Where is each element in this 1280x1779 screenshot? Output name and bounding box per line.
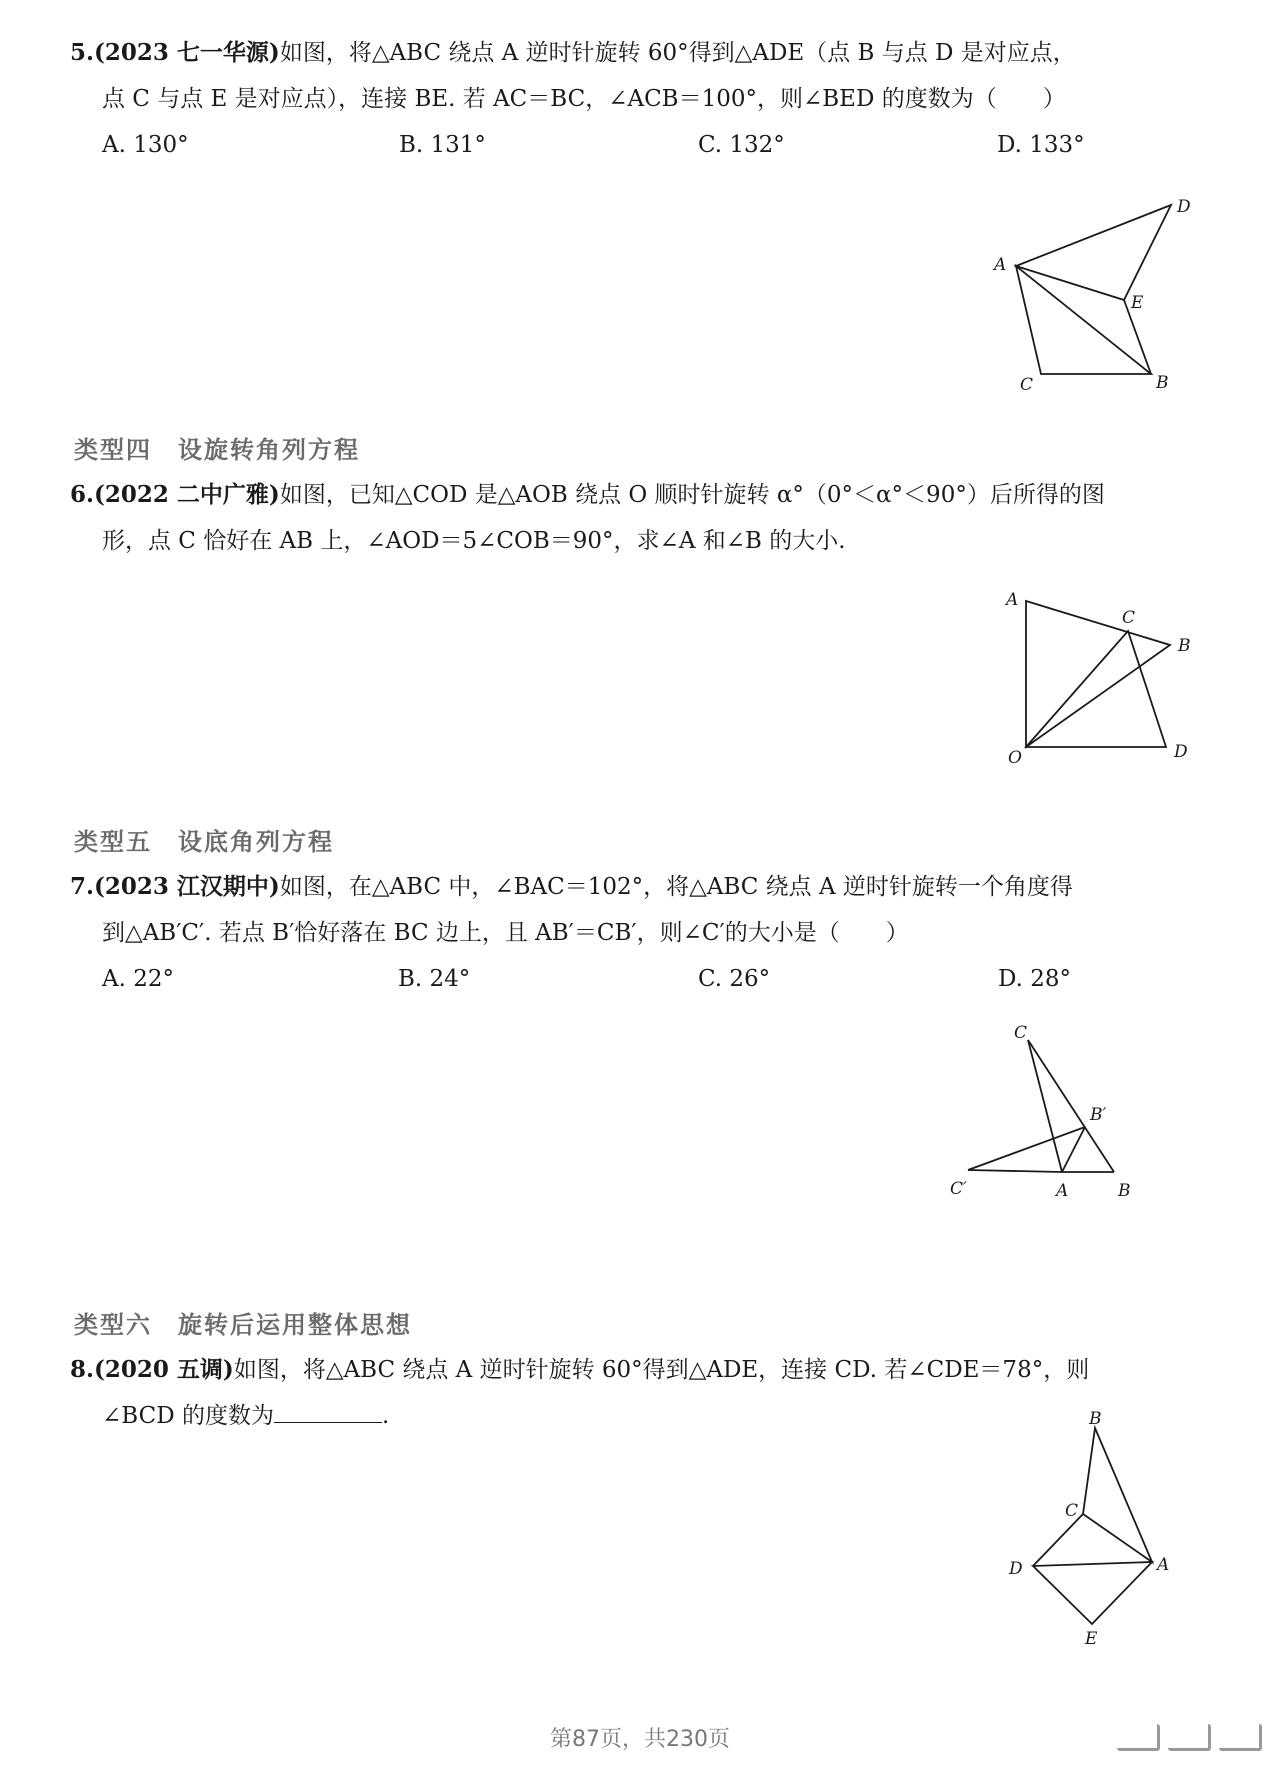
question-source: (2023 江汉期中)	[94, 873, 280, 900]
answer-blank[interactable]	[274, 1396, 382, 1423]
question-number: 8.	[70, 1356, 95, 1383]
question-6	[70, 472, 1220, 564]
question-number: 7.	[70, 873, 95, 900]
option-c[interactable]: C. 132°	[698, 132, 785, 158]
question-7-line-1	[70, 864, 1220, 910]
label-b: B	[1089, 1409, 1102, 1429]
question-6-line-2: 形，点 C 恰好在 AB 上，∠AOD＝5∠COB＝90°，求∠A 和∠B 的大小.	[102, 528, 846, 554]
question-source: (2022 二中广雅)	[94, 481, 280, 508]
question-7-options	[102, 966, 1202, 1006]
option-a[interactable]: A. 22°	[102, 966, 174, 992]
option-a[interactable]: A. 130°	[102, 132, 189, 158]
label-a: A	[1056, 1181, 1069, 1201]
question-5-options	[102, 132, 1202, 172]
label-a: A	[1006, 590, 1019, 610]
triangle-cod	[1026, 631, 1166, 747]
question-source: (2020 五调)	[94, 1356, 234, 1383]
question-text: 如图，在△ABC 中，∠BAC＝102°，将△ABC 绕点 A 逆时针旋转一个角度得	[279, 874, 1073, 900]
question-8-line-1	[70, 1347, 1220, 1393]
triangle-abc	[1083, 1428, 1152, 1562]
question-8-line-2: ∠BCD 的度数为 .	[70, 1393, 1220, 1439]
section-heading-4: 类型四 设旋转角列方程	[74, 436, 360, 464]
option-c[interactable]: C. 26°	[698, 966, 771, 992]
question-text: 如图，将△ABC 绕点 A 逆时针旋转 60°得到△ADE，连接 CD. 若∠CDE＝78°，则	[233, 1357, 1090, 1383]
label-o: O	[1008, 748, 1022, 768]
question-number: 5.	[70, 39, 95, 66]
question-text: 如图，已知△COD 是△AOB 绕点 O 顺时针旋转 α°（0°＜α°＜90°）后所得的图	[279, 482, 1105, 508]
triangle-ade	[1033, 1562, 1152, 1624]
question-8-figure	[1005, 1409, 1205, 1649]
question-6-figure	[1000, 585, 1220, 769]
section-heading-5: 类型五 设底角列方程	[74, 828, 334, 856]
option-b[interactable]: B. 24°	[398, 966, 471, 992]
label-d: D	[1174, 742, 1188, 762]
option-d[interactable]: D. 133°	[997, 132, 1085, 158]
label-b: B	[1156, 373, 1169, 393]
label-c: C	[1014, 1023, 1028, 1043]
question-5-figure	[990, 190, 1210, 394]
label-e: E	[1085, 1629, 1098, 1649]
question-7-line-2: 到△AB′C′. 若点 B′恰好落在 BC 边上，且 AB′＝CB′，则∠C′的大小是（ ）	[102, 920, 909, 946]
label-c: C	[1020, 375, 1034, 395]
label-b: B	[1118, 1181, 1131, 1201]
question-5-line-2: 点 C 与点 E 是对应点），连接 BE. 若 AC＝BC，∠ACB＝100°，则∠BED 的度数为（ ）	[102, 86, 1066, 112]
label-a: A	[1157, 1555, 1170, 1575]
question-number: 6.	[70, 481, 95, 508]
page-indicator: 第87页，共230页	[550, 1727, 730, 1752]
segment-c-prime-b-prime	[968, 1127, 1085, 1170]
page-mode-icon[interactable]	[1168, 1724, 1211, 1751]
question-source: (2023 七一华源)	[94, 39, 280, 66]
segment-dc	[1033, 1514, 1083, 1566]
label-e: E	[1131, 293, 1144, 313]
page-menu-icon[interactable]	[1219, 1724, 1262, 1751]
label-a: A	[994, 255, 1007, 275]
viewer-toolbar	[1117, 1724, 1262, 1752]
triangle-aob	[1026, 601, 1170, 747]
label-b: B	[1178, 636, 1191, 656]
segment-ca	[1028, 1040, 1062, 1172]
question-5	[70, 30, 1220, 122]
option-b[interactable]: B. 131°	[399, 132, 486, 158]
section-heading-6: 类型六 旋转后运用整体思想	[74, 1311, 412, 1339]
page-view-icon[interactable]	[1117, 1724, 1160, 1751]
label-d: D	[1177, 197, 1191, 217]
label-c: C	[1065, 1501, 1079, 1521]
question-5-line-1	[70, 30, 1220, 76]
label-c: C	[1122, 608, 1136, 628]
question-7-figure	[950, 1020, 1210, 1214]
question-text: 如图，将△ABC 绕点 A 逆时针旋转 60°得到△ADE（点 B 与点 D 是对应点，	[279, 40, 1076, 66]
question-7	[70, 864, 1220, 956]
label-b-prime: B′	[1090, 1105, 1107, 1125]
option-d[interactable]: D. 28°	[998, 966, 1072, 992]
label-d: D	[1009, 1559, 1023, 1579]
label-c-prime: C′	[950, 1179, 967, 1199]
question-6-line-1	[70, 472, 1220, 518]
segment-c-prime-a	[968, 1170, 1062, 1172]
